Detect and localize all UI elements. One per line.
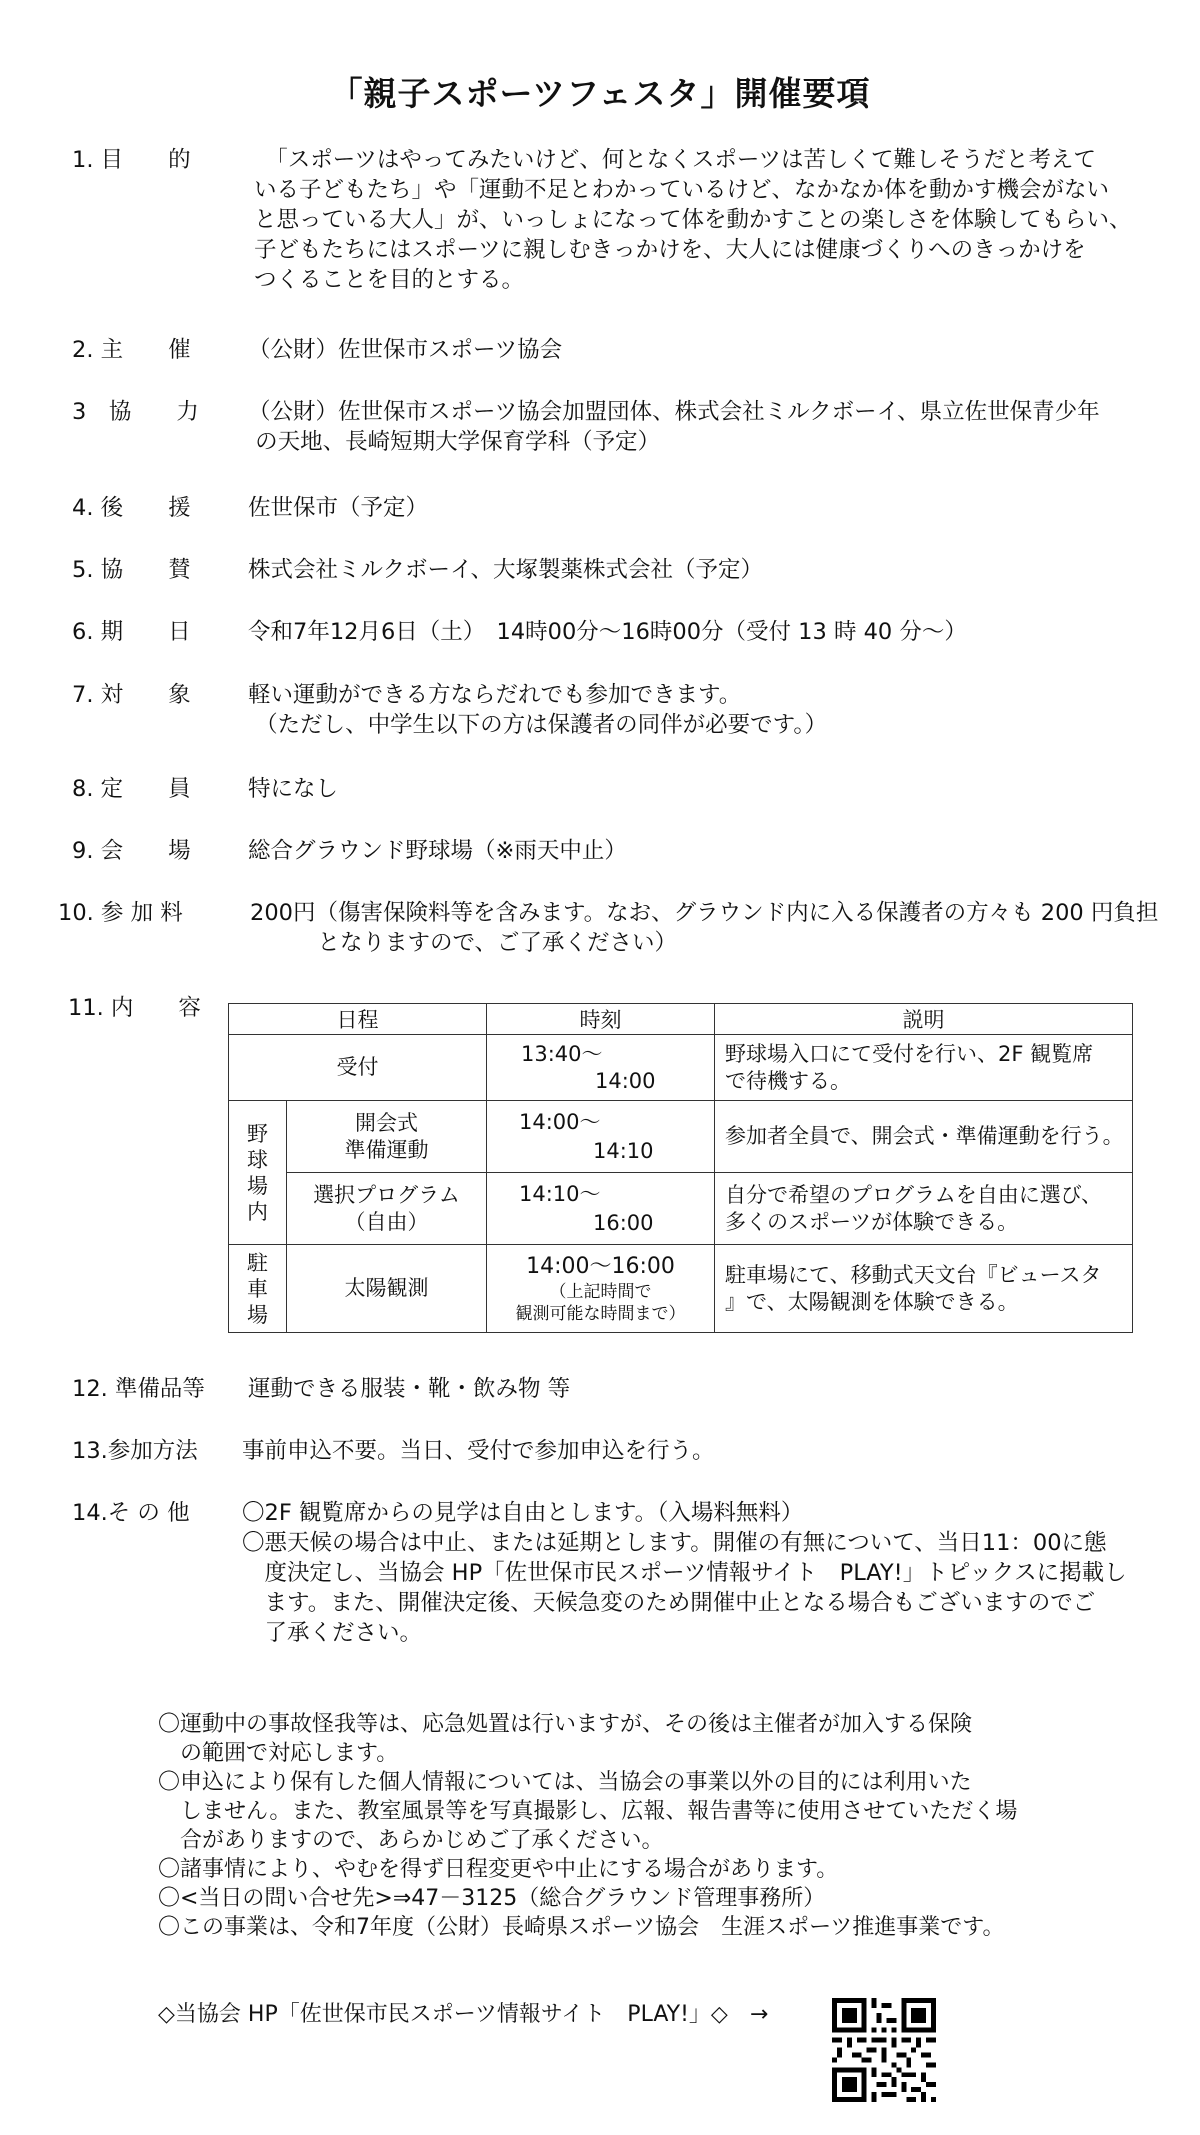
section-text: 事前申込不要。当日、受付で参加申込を行う。	[242, 1438, 715, 1464]
time-start: 14:10～	[519, 1181, 601, 1206]
schedule-table	[228, 1003, 1133, 1333]
row-time	[487, 1245, 715, 1333]
section-number: 8. 定 員	[72, 776, 191, 802]
time-range: 14:00～16:00	[526, 1253, 675, 1279]
group-ballpark: 野 球 場 内	[229, 1101, 287, 1245]
time-start: 14:00～	[519, 1109, 601, 1134]
row-time	[487, 1173, 715, 1245]
page-title: 「親子スポーツフェスタ」開催要項	[329, 74, 871, 113]
section-number: 7. 対 象	[72, 682, 191, 708]
section-text: 「スポーツはやってみたいけど、何となくスポーツは苦しくて難しそうだと考えて いる子どもたち」や「運動不足とわかっているけど、なかなか体を動かす機会がない と思っている大人」が、いっしょになって体を動かすことの楽しさを体験してもらい、 子どもたちにはスポーツに親しむきっかけを、大人には健康づくりへのきっかけを つくることを目的とする。	[254, 147, 1132, 293]
table-row	[229, 1035, 1133, 1101]
row-time	[487, 1101, 715, 1173]
header-time: 時刻	[487, 1004, 715, 1035]
table-row	[229, 1173, 1133, 1245]
header-desc: 説明	[715, 1004, 1133, 1035]
section-number: 14.そ の 他	[72, 1500, 190, 1526]
section-number: 1. 目 的	[72, 147, 191, 173]
row-label: 太陽観測	[287, 1245, 487, 1333]
section-number: 6. 期 日	[72, 619, 191, 645]
time-note: （上記時間で 観測可能な時間まで）	[515, 1281, 686, 1324]
section-text: 〇2F 観覧席からの見学は自由とします。（入場料無料） 〇悪天候の場合は中止、または延期とします。開催の有無について、当日11：00に態 度決定し、当協会 HP「佐世保市民スポーツ情報サイト PLAY!」トピックスに掲載し ます。また、開催決定後、天候急変のため開催中止となる場合もございますのでご 了承ください。	[242, 1500, 1127, 1646]
row-desc: 駐車場にて、移動式天文台『ビュースタ 』で、太陽観測を体験できる。	[715, 1245, 1133, 1333]
section-text: 200円（傷害保険料等を含みます。なお、グラウンド内に入る保護者の方々も 200 円負担 となりますので、ご了承ください）	[250, 900, 1159, 956]
row-label: 受付	[229, 1035, 487, 1101]
row-desc: 参加者全員で、開会式・準備運動を行う。	[715, 1101, 1133, 1173]
row-label: 開会式 準備運動	[287, 1101, 487, 1173]
section-number: 11. 内 容	[68, 995, 201, 1021]
row-label: 選択プログラム （自由）	[287, 1173, 487, 1245]
section-number: 2. 主 催	[72, 337, 191, 363]
table-header-row	[229, 1004, 1133, 1035]
header-date: 日程	[229, 1004, 487, 1035]
section-number: 12. 準備品等	[72, 1376, 205, 1402]
time-end: 14:10	[593, 1138, 654, 1163]
section-number: 3 協 力	[72, 399, 199, 425]
time-end: 14:00	[595, 1068, 656, 1093]
section-text: 軽い運動ができる方ならだれでも参加できます。 （ただし、中学生以下の方は保護者の同伴が必要です。）	[248, 682, 828, 738]
row-desc: 自分で希望のプログラムを自由に選び、 多くのスポーツが体験できる。	[715, 1173, 1133, 1245]
time-end: 16:00	[593, 1210, 654, 1235]
qr-code-icon[interactable]	[832, 1998, 936, 2102]
section-text: （公財）佐世保市スポーツ協会	[248, 337, 563, 363]
footer-link-text: ◇当協会 HP「佐世保市民スポーツ情報サイト PLAY!」◇ →	[158, 2002, 769, 2027]
section-text: 令和7年12月6日（土） 14時00分～16時00分（受付 13 時 40 分～）	[248, 619, 967, 645]
section-number: 5. 協 賛	[72, 557, 191, 583]
section-text: 総合グラウンド野球場（※雨天中止）	[248, 838, 627, 864]
table-row	[229, 1101, 1133, 1173]
row-desc: 野球場入口にて受付を行い、2F 観覧席 で待機する。	[715, 1035, 1133, 1101]
section-text: 株式会社ミルクボーイ、大塚製薬株式会社（予定）	[248, 557, 764, 583]
section-text: 運動できる服装・靴・飲み物 等	[248, 1376, 571, 1402]
section-number: 4. 後 援	[72, 495, 191, 521]
section-text: 佐世保市（予定）	[248, 495, 429, 521]
notes-block: 〇運動中の事故怪我等は、応急処置は行いますが、その後は主催者が加入する保険 の範囲で対応します。 〇申込により保有した個人情報については、当協会の事業以外の目的には利用いた しません。また、教室風景等を写真撮影し、広報、報告書等に使用させていただく場 合がありますので、あらかじめご了承ください。 〇諸事情により、やむを得ず日程変更や中止にする場合があります。 〇<当日の問い合せ先>⇒47－3125（総合グラウンド管理事務所） 〇この事業は、令和7年度（公財）長崎県スポーツ協会 生涯スポーツ推進事業です。	[158, 1712, 1018, 1940]
group-parking: 駐 車 場	[229, 1245, 287, 1333]
table-row	[229, 1245, 1133, 1333]
section-number: 9. 会 場	[72, 838, 191, 864]
section-number: 10. 参 加 料	[58, 900, 183, 926]
section-text: （公財）佐世保市スポーツ協会加盟団体、株式会社ミルクボーイ、県立佐世保青少年 の天地、長崎短期大学保育学科（予定）	[248, 399, 1100, 455]
row-time	[487, 1035, 715, 1101]
time-start: 13:40～	[521, 1041, 603, 1066]
section-text: 特になし	[248, 776, 339, 802]
section-number: 13.参加方法	[72, 1438, 198, 1464]
